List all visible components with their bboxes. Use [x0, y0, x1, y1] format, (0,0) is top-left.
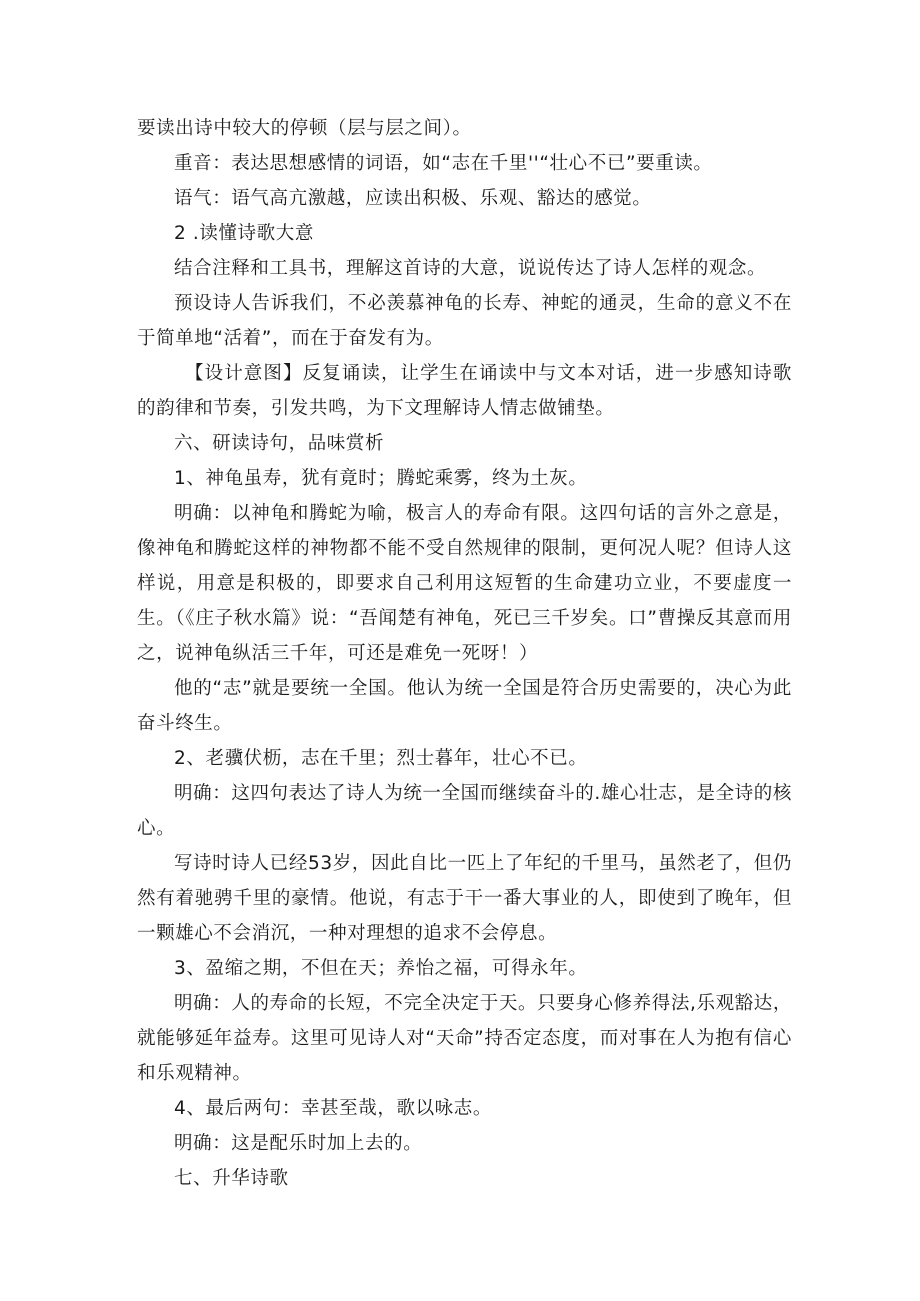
- paragraph-tone: 语气：语气高亢激越，应读出积极、乐观、豁达的感觉。: [174, 188, 652, 209]
- explanation-one: 明确：以神龟和腾蛇为喻，极言人的寿命有限。这四句话的言外之意是，像神龟和腾蛇这样的神物都不能不受自然规律的限制，更何况人呢？但诗人这样说，用意是积极的，即要求自己利用这短暂的生命建功立业，不要虚度一生。（《庄子秋水篇》说：“吾闻楚有神龟，死已三千岁矣。口”曹操反其意而用之，说神龟纵活三千年，可还是难免一死呀！）: [137, 503, 792, 664]
- paragraph-poet-age: 写诗时诗人已经53岁，因此自比一匹上了年纪的千里马，虽然老了，但仍然有着驰骋千里的豪情。他说，有志于干一番大事业的人，即使到了晚年，但一颗雄心不会消沉，一种对理想的追求不会停息。: [137, 853, 792, 944]
- paragraph-reading-pause: 要读出诗中较大的停顿（层与层之间）。: [137, 118, 472, 139]
- verse-two: 2、老骥伏枥，志在千里；烈士暮年，壮心不已。: [174, 748, 588, 769]
- explanation-two: 明确：这四句表达了诗人为统一全国而继续奋斗的.雄心壮志，是全诗的核心。: [137, 783, 792, 839]
- paragraph-design-intent: 【设计意图】反复诵读，让学生在诵读中与文本对话，进一步感知诗歌的韵律和节奏，引发共鸣，为下文理解诗人情志做铺垫。: [137, 363, 792, 419]
- paragraph-preset-answer: 预设诗人告诉我们，不必羡慕神龟的长寿、神蛇的通灵，生命的意义不在于简单地“活着”，而在于奋发有为。: [137, 293, 792, 349]
- explanation-four: 明确：这是配乐时加上去的。: [174, 1133, 423, 1154]
- paragraph-ambition: 他的“志”就是要统一全国。他认为统一全国是符合历史需要的，决心为此奋斗终生。: [137, 678, 792, 734]
- verse-four: 4、最后两句：幸甚至哉，歌以咏志。: [174, 1098, 492, 1119]
- section-heading-seven: 七、升华诗歌: [174, 1168, 289, 1189]
- section-heading-six: 六、研读诗句，品味赏析: [174, 433, 385, 454]
- explanation-three: 明确：人的寿命的长短，不完全决定于天。只要身心修养得法,乐观豁达，就能够延年益寿。这里可见诗人对“天命”持否定态度，而对事在人为抱有信心和乐观精神。: [137, 993, 792, 1084]
- verse-one: 1、神龟虽寿，犹有竟时；腾蛇乘雾，终为土灰。: [174, 468, 588, 489]
- paragraph-stress: 重音：表达思想感情的词语，如“志在千里''“壮心不已”要重读。: [174, 153, 713, 174]
- heading-understand-meaning: 2 .读懂诗歌大意: [174, 223, 314, 244]
- paragraph-task: 结合注释和工具书，理解这首诗的大意，说说传达了诗人怎样的观念。: [174, 258, 767, 279]
- verse-three: 3、盈缩之期，不但在天；养怡之福，可得永年。: [174, 958, 588, 979]
